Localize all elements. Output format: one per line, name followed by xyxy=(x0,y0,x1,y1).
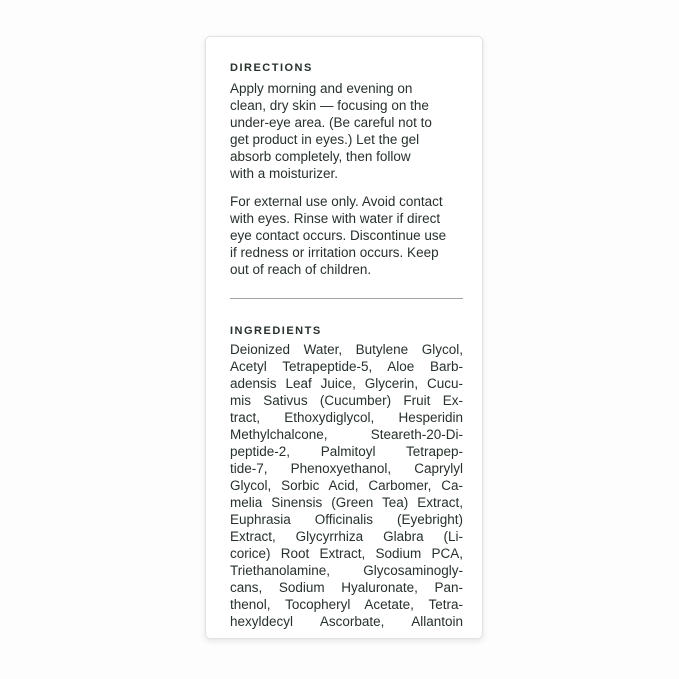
text-line: Acetyl Tetrapeptide-5, Aloe Barb- xyxy=(230,359,463,374)
text-line: with a moisturizer. xyxy=(230,166,339,181)
directions-usage-paragraph xyxy=(230,80,463,182)
text-line: eye contact occurs. Discontinue use xyxy=(230,228,447,243)
section-divider xyxy=(230,298,463,299)
text-line: clean, dry skin — focusing on the xyxy=(230,98,429,113)
text-line: mis Sativus (Cucumber) Fruit Ex- xyxy=(230,393,463,408)
text-line: Deionized Water, Butylene Glycol, xyxy=(230,342,463,357)
text-line: Glycol, Sorbic Acid, Carbomer, Ca- xyxy=(230,478,463,493)
text-line: Methylchalcone, Steareth-20-Di- xyxy=(230,427,463,442)
text-line: thenol, Tocopheryl Acetate, Tetra- xyxy=(230,597,463,612)
text-line: corice) Root Extract, Sodium PCA, xyxy=(230,546,463,561)
text-line: peptide-2, Palmitoyl Tetrapep- xyxy=(230,444,463,459)
text-line: cans, Sodium Hyaluronate, Pan- xyxy=(230,580,463,595)
text-line: if redness or irritation occurs. Keep xyxy=(230,245,439,260)
text-line: Triethanolamine, Glycosaminogly- xyxy=(230,563,463,578)
ingredients-list-paragraph xyxy=(230,341,463,630)
text-line: melia Sinensis (Green Tea) Extract, xyxy=(230,495,463,510)
text-line: For external use only. Avoid contact xyxy=(230,194,443,209)
ingredients-heading: INGREDIENTS xyxy=(230,325,322,337)
text-line: Apply morning and evening on xyxy=(230,81,413,96)
directions-heading: DIRECTIONS xyxy=(230,62,313,74)
text-line: Euphrasia Officinalis (Eyebright) xyxy=(230,512,463,527)
text-line: tide-7, Phenoxyethanol, Caprylyl xyxy=(230,461,463,476)
text-line: under-eye area. (Be careful not to xyxy=(230,115,432,130)
product-label-panel xyxy=(205,36,483,639)
text-line: get product in eyes.) Let the gel xyxy=(230,132,420,147)
text-line: adensis Leaf Juice, Glycerin, Cucu- xyxy=(230,376,463,391)
text-line: hexyldecyl Ascorbate, Allantoin xyxy=(230,614,463,629)
directions-warning-paragraph xyxy=(230,193,463,278)
text-line: Extract, Glycyrrhiza Glabra (Li- xyxy=(230,529,463,544)
text-line: tract, Ethoxydiglycol, Hesperidin xyxy=(230,410,463,425)
text-line: absorb completely, then follow xyxy=(230,149,411,164)
text-line: out of reach of children. xyxy=(230,262,372,277)
text-line: with eyes. Rinse with water if direct xyxy=(230,211,441,226)
